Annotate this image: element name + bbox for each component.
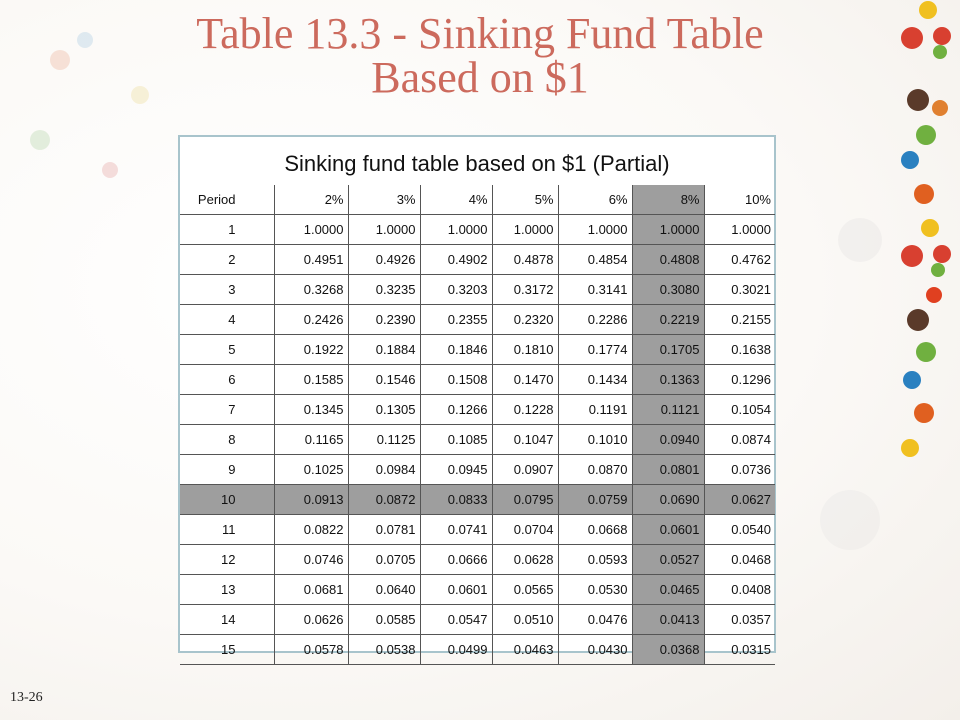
period-cell: 15 [180,635,274,665]
candy-icon [901,439,919,457]
factor-cell: 0.1363 [632,365,704,395]
column-header: 6% [558,185,632,215]
column-header: 2% [274,185,348,215]
table-caption: Sinking fund table based on $1 (Partial) [284,151,670,176]
table-row [180,605,775,635]
period-cell: 5 [180,335,274,365]
factor-cell: 0.1810 [492,335,558,365]
factor-cell: 0.1025 [274,455,348,485]
factor-cell: 0.1010 [558,425,632,455]
factor-cell: 0.0668 [558,515,632,545]
factor-cell: 0.0705 [348,545,420,575]
period-cell: 7 [180,395,274,425]
factor-cell: 0.1345 [274,395,348,425]
candy-icon [914,184,934,204]
factor-cell: 0.0628 [492,545,558,575]
slide-title-line-2: Based on $1 [371,53,589,102]
factor-cell: 1.0000 [558,215,632,245]
factor-cell: 0.1121 [632,395,704,425]
period-cell: 6 [180,365,274,395]
period-cell: 2 [180,245,274,275]
factor-cell: 0.0795 [492,485,558,515]
factor-cell: 0.4762 [704,245,775,275]
table-row [180,515,775,545]
candy-icon [907,309,929,331]
factor-cell: 0.1266 [420,395,492,425]
factor-cell: 0.3203 [420,275,492,305]
factor-cell: 0.4808 [632,245,704,275]
factor-cell: 0.4951 [274,245,348,275]
candy-icon [926,287,942,303]
factor-cell: 0.0940 [632,425,704,455]
factor-cell: 0.0781 [348,515,420,545]
factor-cell: 0.3268 [274,275,348,305]
factor-cell: 0.2390 [348,305,420,335]
slide-number: 13-26 [10,690,43,705]
factor-cell: 0.4902 [420,245,492,275]
factor-cell: 1.0000 [348,215,420,245]
candy-icon [933,245,951,263]
sinking-fund-table-panel [178,135,776,657]
factor-cell: 1.0000 [704,215,775,245]
factor-cell: 1.0000 [492,215,558,245]
factor-cell: 0.0833 [420,485,492,515]
factor-cell: 0.0430 [558,635,632,665]
factor-cell: 0.0499 [420,635,492,665]
column-header: 4% [420,185,492,215]
table-row [180,455,775,485]
factor-cell: 0.1508 [420,365,492,395]
candy-icon [933,27,951,45]
factor-cell: 0.2320 [492,305,558,335]
factor-cell: 0.0874 [704,425,775,455]
factor-cell: 0.0666 [420,545,492,575]
column-header: 3% [348,185,420,215]
table-row [180,575,775,605]
factor-cell: 0.0704 [492,515,558,545]
factor-cell: 0.1546 [348,365,420,395]
table-row [180,635,775,665]
factor-cell: 0.1470 [492,365,558,395]
table-row [180,545,775,575]
factor-cell: 0.1922 [274,335,348,365]
factor-cell: 0.2219 [632,305,704,335]
period-cell: 1 [180,215,274,245]
factor-cell: 0.1846 [420,335,492,365]
factor-cell: 0.2355 [420,305,492,335]
period-cell: 10 [180,485,274,515]
table-row [180,305,775,335]
candy-icon [932,100,948,116]
factor-cell: 0.0368 [632,635,704,665]
factor-cell: 0.0315 [704,635,775,665]
factor-cell: 0.1165 [274,425,348,455]
factor-cell: 0.0870 [558,455,632,485]
factor-cell: 0.1047 [492,425,558,455]
factor-cell: 0.0984 [348,455,420,485]
factor-cell: 0.0465 [632,575,704,605]
factor-cell: 0.1884 [348,335,420,365]
factor-cell: 0.0527 [632,545,704,575]
period-cell: 12 [180,545,274,575]
column-header: 8% [632,185,704,215]
factor-cell: 0.2155 [704,305,775,335]
candy-icon [903,371,921,389]
period-cell: 14 [180,605,274,635]
factor-cell: 0.0945 [420,455,492,485]
factor-cell: 0.1125 [348,425,420,455]
factor-cell: 0.4926 [348,245,420,275]
slide-title [120,9,840,102]
candy-icon [901,245,923,267]
factor-cell: 0.0476 [558,605,632,635]
factor-cell: 0.1434 [558,365,632,395]
period-cell: 9 [180,455,274,485]
factor-cell: 0.0540 [704,515,775,545]
candy-icon [916,125,936,145]
factor-cell: 0.1085 [420,425,492,455]
factor-cell: 0.1228 [492,395,558,425]
table-row [180,365,775,395]
factor-cell: 0.0601 [420,575,492,605]
factor-cell: 0.1774 [558,335,632,365]
factor-cell: 0.0547 [420,605,492,635]
period-cell: 3 [180,275,274,305]
factor-cell: 0.0510 [492,605,558,635]
candy-icon [901,27,923,49]
table-row [180,245,775,275]
factor-cell: 0.0690 [632,485,704,515]
period-cell: 13 [180,575,274,605]
factor-cell: 0.1705 [632,335,704,365]
factor-cell: 0.1191 [558,395,632,425]
factor-cell: 0.0872 [348,485,420,515]
factor-cell: 0.0413 [632,605,704,635]
factor-cell: 0.4878 [492,245,558,275]
sinking-fund-table [180,185,775,665]
factor-cell: 0.0907 [492,455,558,485]
candy-icon [916,342,936,362]
factor-cell: 0.0585 [348,605,420,635]
factor-cell: 0.1296 [704,365,775,395]
factor-cell: 0.0741 [420,515,492,545]
candy-icon [919,1,937,19]
factor-cell: 0.0626 [274,605,348,635]
candy-icon [907,89,929,111]
factor-cell: 0.0746 [274,545,348,575]
factor-cell: 0.1585 [274,365,348,395]
factor-cell: 0.0463 [492,635,558,665]
factor-cell: 0.3172 [492,275,558,305]
factor-cell: 0.3080 [632,275,704,305]
period-cell: 11 [180,515,274,545]
period-cell: 4 [180,305,274,335]
factor-cell: 0.1305 [348,395,420,425]
factor-cell: 0.1054 [704,395,775,425]
factor-cell: 0.0640 [348,575,420,605]
slide-title-line-1: Table 13.3 - Sinking Fund Table [196,9,764,58]
table-header-row [180,185,775,215]
factor-cell: 0.0530 [558,575,632,605]
table-row [180,215,775,245]
factor-cell: 0.0913 [274,485,348,515]
factor-cell: 0.4854 [558,245,632,275]
factor-cell: 0.1638 [704,335,775,365]
factor-cell: 1.0000 [274,215,348,245]
factor-cell: 0.2286 [558,305,632,335]
factor-cell: 0.3141 [558,275,632,305]
factor-cell: 0.0822 [274,515,348,545]
column-header: Period [180,185,274,215]
candy-icon [921,219,939,237]
candy-icon [931,263,945,277]
factor-cell: 0.0801 [632,455,704,485]
factor-cell: 0.0578 [274,635,348,665]
factor-cell: 0.0468 [704,545,775,575]
candy-decoration [890,0,960,470]
period-cell: 8 [180,425,274,455]
table-row [180,275,775,305]
candy-icon [901,151,919,169]
factor-cell: 0.0681 [274,575,348,605]
factor-cell: 0.3235 [348,275,420,305]
column-header: 10% [704,185,775,215]
factor-cell: 0.0627 [704,485,775,515]
factor-cell: 0.0408 [704,575,775,605]
factor-cell: 1.0000 [420,215,492,245]
column-header: 5% [492,185,558,215]
factor-cell: 0.0538 [348,635,420,665]
factor-cell: 0.0593 [558,545,632,575]
factor-cell: 0.0565 [492,575,558,605]
factor-cell: 0.0759 [558,485,632,515]
candy-icon [914,403,934,423]
table-row [180,395,775,425]
table-row [180,425,775,455]
factor-cell: 0.2426 [274,305,348,335]
factor-cell: 0.0601 [632,515,704,545]
candy-icon [933,45,947,59]
factor-cell: 0.0736 [704,455,775,485]
factor-cell: 1.0000 [632,215,704,245]
table-row [180,335,775,365]
factor-cell: 0.3021 [704,275,775,305]
factor-cell: 0.0357 [704,605,775,635]
table-row [180,485,775,515]
